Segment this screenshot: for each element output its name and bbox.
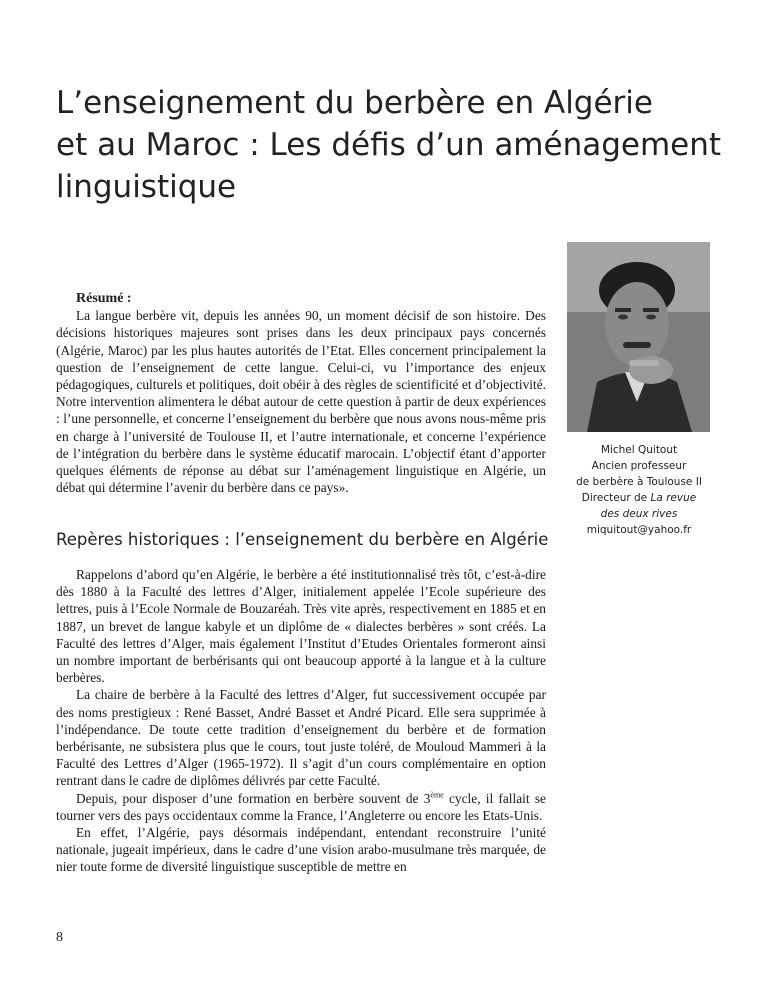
- journal-name: des deux rives: [600, 508, 678, 520]
- title-line: linguistique: [56, 169, 237, 205]
- paragraph: Rappelons d’abord qu’en Algérie, le berbère a été institutionnalisé très tôt, c’est-à-dire dès 1880 à la Faculté des lettres d’Alger, initialement appelée l’Ecole supérieure des lettres, puis à l’Ecole Normale de Bouzaréah. Très vite après, respectivement en 1885 et en 1887, un brevet de langue kabyle et un diplôme de « dialectes berbères » sont créés. La Faculté des lettres d’Alger, mais également l’Institut d’Etudes Orientales formeront ainsi un nombre important de berbérisants qui ont beaucoup apporté à la langue et à la culture berbères.: [56, 567, 546, 686]
- section-heading: Repères historiques : l’enseignement du berbère en Algérie: [56, 530, 549, 549]
- author-role: [560, 506, 718, 522]
- author-email: miquitout@yahoo.fr: [586, 524, 692, 536]
- paragraph: En effet, l’Algérie, pays désormais indépendant, entendant reconstruire l’unité nationale, jugeait impérieux, dans le cadre d’une vision arabo-musulmane très marquée, de nier toute forme de diversité linguistique susceptible de mettre en: [56, 825, 546, 875]
- author-role: [560, 490, 718, 506]
- journal-name: La revue: [650, 492, 697, 504]
- abstract-text: La langue berbère vit, depuis les années 90, un moment décisif de son histoire. Des décisions historiques majeures sont prises dans les deux principaux pays concernés (Algérie, Maroc) par les plus hautes autorités de l’Etat. Elles concernent principalement la question de l’enseignement de cette langue. Celui-ci, vu l’importance des enjeux pédagogiques, culturels et politiques, doit obéir à des règles de scientificité et d’objectivité. Notre intervention alimentera le débat autour de cette question à partir de deux expériences : l’une personnelle, et concerne l’enseignement du berbère que nous avons nous-même pris en charge à l’université de Toulouse II, et l’autre internationale, et concerne l’expérience de l’intégration du berbère dans le système éducatif marocain. L’objectif étant d’apporter quelques éléments de réponse au débat sur l’aménagement linguistique en Algérie, un débat qui détermine l’avenir du berbère dans ce pays».: [56, 308, 546, 496]
- author-role: de berbère à Toulouse II: [576, 476, 702, 488]
- title-line: et au Maroc : Les défis d’un aménagement: [56, 127, 722, 163]
- page-number: 8: [56, 930, 63, 945]
- superscript: ème: [430, 790, 444, 800]
- author-photo: [567, 242, 710, 432]
- paragraph-part: Depuis, pour disposer d’une formation en berbère souvent de 3: [76, 790, 431, 806]
- article-title: [56, 82, 722, 208]
- author-name: Michel Quitout: [600, 444, 678, 456]
- abstract: [56, 290, 546, 496]
- author-role: Ancien professeur: [591, 460, 687, 472]
- paragraph: [56, 790, 546, 824]
- body-text: [56, 566, 546, 876]
- abstract-label: Résumé :: [76, 291, 132, 306]
- author-role-prefix: Directeur de: [581, 492, 651, 504]
- paragraph: La chaire de berbère à la Faculté des lettres d’Alger, fut successivement occupée par des noms prestigieux : René Basset, André Basset et André Picard. Elle sera supprimée à l’indépendance. De toute cette tradition d’enseignement du berbère et de formation berbérisante, ne subsistera plus que le cours, tout juste toléré, de Mouloud Mammeri à la Faculté des Lettres d’Alger (1965-1972). Il s’agit d’un cours complémentaire en option rentrant dans le cadre de diplômes délivrés par cette Faculté.: [56, 687, 546, 789]
- title-line: L’enseignement du berbère en Algérie: [56, 85, 653, 121]
- author-info: [560, 442, 718, 538]
- paragraph-part: cycle, il fallait se tourner vers des pays occidentaux comme la France, l’Angleterre ou encore les Etats-Unis.: [56, 790, 546, 823]
